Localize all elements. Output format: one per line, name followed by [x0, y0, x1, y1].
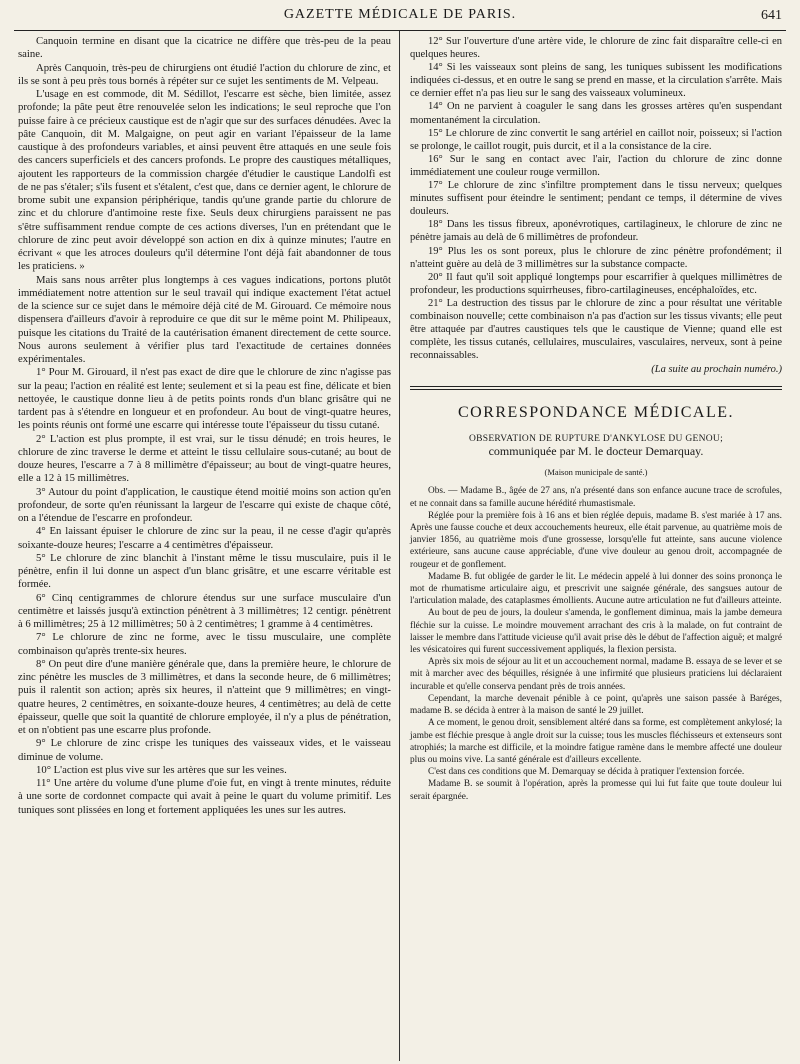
- journal-title: GAZETTE MÉDICALE DE PARIS.: [283, 7, 517, 22]
- paragraph: Mais sans nous arrêter plus longtemps à ces vagues indications, portons plutôt immédiatement notre attention sur le seul travail qui indique exactement l'état actuel de la science sur ce sujet dans le mémoire déjà cité de M. Girouard. Ce mémoire nous dispensera d'ailleurs d'avoir à reproduire ce que dit sur le même point M. Philipeaux, puisque les citations du Traité de la cautérisation émanent directement de cette source. Nous aurons seulement à vérifier plus tard l'exactitude de certaines données expérimentales.: [18, 273, 391, 365]
- paragraph: L'usage en est commode, dit M. Sédillot, l'escarre est sèche, bien limitée, assez profonde; la pâte peut être renouvelée selon les indications; le seul reproche que l'on puisse faire à ce précieux caustique est de n'agir que sur des surfaces dénudées. Avec la pâte Canquoin, dit M. Malgaigne, on peut agir en variant l'épaisseur de la lame caustique à des profondeurs variables, et ainsi peuvent être attaqués en une seule fois des cancers superficiels et des cancers profonds. Le propre des caustiques métalliques, ajoutent les rapporteurs de la commission chargée d'étudier le caustique Landolfi est de ne pas s'étaler; s'ils fusent et s'étalent, c'est que, dans ce dernier agent, le chlorure de brome subit une expansion périphérique, tandis qu'une grande partie du chlorure de zinc et du chlorure d'antimoine reste fixe. Seuls deux chirurgiens paraissent ne pas s'être suffisamment rendue compte de ces actions diverses, l'un en prétendant que le chlorure de zinc peut avoir développé son action en dix à quinze minutes; l'autre en écrivant « que les atroces douleurs qu'il détermine l'ont déjà fait abandonner de tous les praticiens. »: [18, 88, 391, 273]
- paragraph: C'est dans ces conditions que M. Demarquay se décida à pratiquer l'extension forcée.: [428, 767, 745, 778]
- paragraph: 14° On ne parvient à coaguler le sang dans les grosses artères qu'en suspendant momentanément la circulation.: [410, 101, 782, 126]
- paragraph: A ce moment, le genou droit, sensiblement altéré dans sa forme, est complètement ankylosé; la jambe est fléchie presque à angle droit sur la cuisse; tous les muscles fléchisseurs et extenseurs sont atrophiés; la marche est difficile, et la moindre fatigue ramène dans le membre affecté une douleur plus ou moins vive. La santé générale est d'ailleurs excellente.: [410, 718, 782, 765]
- section-divider: [410, 389, 782, 390]
- paragraph: Au bout de peu de jours, la douleur s'amenda, le gonflement diminua, mais la jambe demeura fléchie sur la cuisse. Le moindre mouvement arrachant des cris à la malade, on fut contraint de laisser le membre dans l'attitude vicieuse qu'il avait prise dès le début de l'affection aiguë; et malgré les vésicatoires qui furent successivement appliqués, la flexion persista.: [410, 608, 782, 656]
- paragraph: 6° Cinq centigrammes de chlorure étendus sur une surface musculaire d'un centimètre et laissés jusqu'à extinction pénètrent à 3 millimètres; 12 centigr. pénètrent à 6 millimètres; 25 à 12 millimètres; 50 à 2 centimètres; 1 gramme à 4 centimètres.: [18, 591, 391, 630]
- page-number: 641: [761, 8, 782, 23]
- section-divider: [410, 386, 782, 387]
- observation-body: [410, 485, 782, 802]
- observation-note: (Maison municipale de santé.): [544, 467, 648, 478]
- paragraph: Après Canquoin, très-peu de chirurgiens ont étudié l'action du chlorure de zinc, et ils se sont à peu près tous bornés à répéter sur ce sujet les sentiments de M. Velpeau.: [18, 61, 391, 87]
- paragraph: 15° Le chlorure de zinc convertit le sang artériel en caillot noir, poisseux; si l'action se prolonge, le caillot rougit, puis durcit, et il a la consistance de la cire.: [410, 127, 782, 152]
- paragraph: Après six mois de séjour au lit et un accouchement normal, madame B. essaya de se lever et se mit à marcher avec des béquilles, résignée à une infirmité que plusieurs praticiens lui déclaraient incurable et qu'elle conserva pendant près de trois années.: [410, 657, 782, 692]
- paragraph: 11° Une artère du volume d'une plume d'oie fut, en vingt à trente minutes, réduite à une sorte de cordonnet compacte qui avait à peine le quart du volume primitif. Les tuniques sont plissées en long et fortement appliquées les unes sur les autres.: [18, 777, 391, 816]
- left-column: [14, 31, 400, 1061]
- paragraph: 18° Dans les tissus fibreux, aponévrotiques, cartilagineux, le chlorure de zinc ne pénètre jamais au delà de 6 millimètres de profondeur.: [410, 219, 782, 244]
- paragraph: 16° Sur le sang en contact avec l'air, l'action du chlorure de zinc donne immédiatement une couleur rouge vermillon.: [410, 153, 782, 178]
- paragraph: 9° Le chlorure de zinc crispe les tuniques des vaisseaux vides, et le vaisseau diminue de volume.: [18, 737, 391, 763]
- paragraph: 20° Il faut qu'il soit appliqué longtemps pour escarrifier à quelques millimètres de profondeur, les productions squirrheuses, fibro-cartilagineuses, encéphaloïdes, etc.: [410, 271, 782, 296]
- paragraph: 19° Plus les os sont poreux, plus le chlorure de zinc pénètre profondément; il n'atteint guère au delà de 3 millimètres sur la substance compacte.: [410, 245, 782, 270]
- paragraph: 5° Le chlorure de zinc blanchit à l'instant même le tissu musculaire, puis il le pénètre, enfin il lui donne un aspect d'un blanc grisâtre, et une escarre véritable est formée.: [18, 551, 391, 591]
- continuation-note: (La suite au prochain numéro.): [651, 364, 782, 376]
- paragraph: 14° Si les vaisseaux sont pleins de sang, les tuniques subissent les modifications indiquées ci-dessus, et en outre le sang se prend en masse, et la circulation s'arrête. Mais ce dernier effet n'a pas lieu sur le sang des vaisseaux volumineux.: [410, 62, 782, 100]
- paragraph: 10° L'action est plus vive sur les artères que sur les veines.: [36, 763, 287, 776]
- page-header: [14, 0, 786, 31]
- observation-title: OBSERVATION DE RUPTURE D'ANKYLOSE DU GENOU;: [468, 434, 724, 445]
- paragraph: 17° Le chlorure de zinc s'infiltre promptement dans le tissu nerveux; quelques minutes suffisent pour éteindre le sentiment; pendant ce temps, il détermine de vives douleurs.: [410, 180, 782, 218]
- columns: [14, 31, 786, 1061]
- paragraph: 1° Pour M. Girouard, il n'est pas exact de dire que le chlorure de zinc n'agisse pas sur la peau; l'action en réalité est lente; seulement et si la peau est fine, délicate et bien nettoyée, le caustique donne lieu à de petits points ronds d'un blanc grisâtre qui ne tardent pas à s'étendre en longueur et en profondeur. Au bout de vingt-quatre heures, les points réunis ont formé une escarre qui intéresse toute l'épaisseur du tissu cutané.: [18, 366, 391, 432]
- paragraph: Madame B. fut obligée de garder le lit. Le médecin appelé à lui donner des soins prononça le mot de rhumatisme articulaire aigu, et prescrivit une saignée générale, des sangsues autour de l'articulation malade, des cataplasmes émollients. Aucune autre articulation ne fut d'ailleurs atteinte.: [410, 571, 782, 607]
- paragraph: Cependant, la marche devenait pénible à ce point, qu'après une saison passée à Baréges, madame B. se décida à entrer à la maison de santé le 29 juillet.: [410, 693, 782, 717]
- paragraph: 2° L'action est plus prompte, il est vrai, sur le tissu dénudé; en trois heures, le chlorure de zinc traverse le derme et atteint le tissu cellulaire sous-cutané; au bout de douze heures, l'escarre a 7 à 8 millimètre d'épaisseur; au bout de vingt-quatre heures, elle a 12 à 15 millimètres.: [18, 432, 391, 485]
- paragraph: Madame B. se soumit à l'opération, après la promesse qui lui fut faite que toute douleur lui serait épargnée.: [410, 779, 782, 802]
- observation-subtitle: communiquée par M. le docteur Demarquay.: [488, 444, 704, 459]
- paragraph: 8° On peut dire d'une manière générale que, dans la première heure, le chlorure de zinc pénètre les muscles de 3 millimètres, et dans la seconde heure, de 6 millimètres; puis il ralentit son action; après six heures, il n'atteint que 9 millimètres; en vingt-quatre heures, 2 centimètres, en soixante-douze heures, 4 centimètres; au delà de cette épaisseur, quelle que soit la quantité de chlorure employée, il n'y a plus de pénétration, et on n'obtient pas une escarre plus profonde.: [18, 657, 391, 736]
- paragraph: Canquoin termine en disant que la cicatrice ne diffère que très-peu de la peau saine.: [18, 35, 391, 61]
- paragraph: 12° Sur l'ouverture d'une artère vide, le chlorure de zinc fait disparaître celle-ci en quelques heures.: [410, 36, 782, 61]
- right-column: [400, 31, 786, 1061]
- paragraph: Obs. — Madame B., âgée de 27 ans, n'a présenté dans son enfance aucune trace de scrofules, et ne connait dans sa famille aucune hérédité rhumastismale.: [410, 486, 782, 509]
- paragraph: 4° En laissant épuiser le chlorure de zinc sur la peau, il ne cesse d'agir qu'après soixante-douze heures; l'escarre a 4 centimètres d'épaisseur.: [18, 525, 391, 551]
- section-title: CORRESPONDANCE MÉDICALE.: [457, 404, 734, 422]
- paragraph: 3° Autour du point d'application, le caustique étend moitié moins son action qu'en profondeur, de sorte qu'en réunissant la largeur de l'escarre qui existe de chaque côté, on a l'étendue de l'escarre en profondeur.: [18, 485, 391, 524]
- paragraph: Réglée pour la première fois à 16 ans et bien réglée depuis, madame B. s'est mariée à 17 ans. Après une fausse couche et deux accouchements heureux, elle était parvenue, au quatrième mois de janvier 1856, au quatrième mois d'une grossesse, lorsqu'elle fut atteinte, sans aucune violence extérieure, sans aucune cause appréciable, d'une vive douleur au genou droit, accompagnée de rougeur et de gonflement.: [410, 510, 782, 570]
- paragraph: 21° La destruction des tissus par le chlorure de zinc a pour résultat une véritable combinaison nouvelle; cette combinaison n'a pas d'action sur les tissus vivants; elle peut être attaquée par d'autres caustiques tels que le caustique de Vienne; quand elle est complète, les tissus cutanés, cellulaires, musculaires, vasculaires, nerveux, sont à peine reconnaissables.: [410, 297, 782, 362]
- paragraph: 7° Le chlorure de zinc ne forme, avec le tissu musculaire, une complète combinaison qu'après trente-six heures.: [18, 631, 391, 657]
